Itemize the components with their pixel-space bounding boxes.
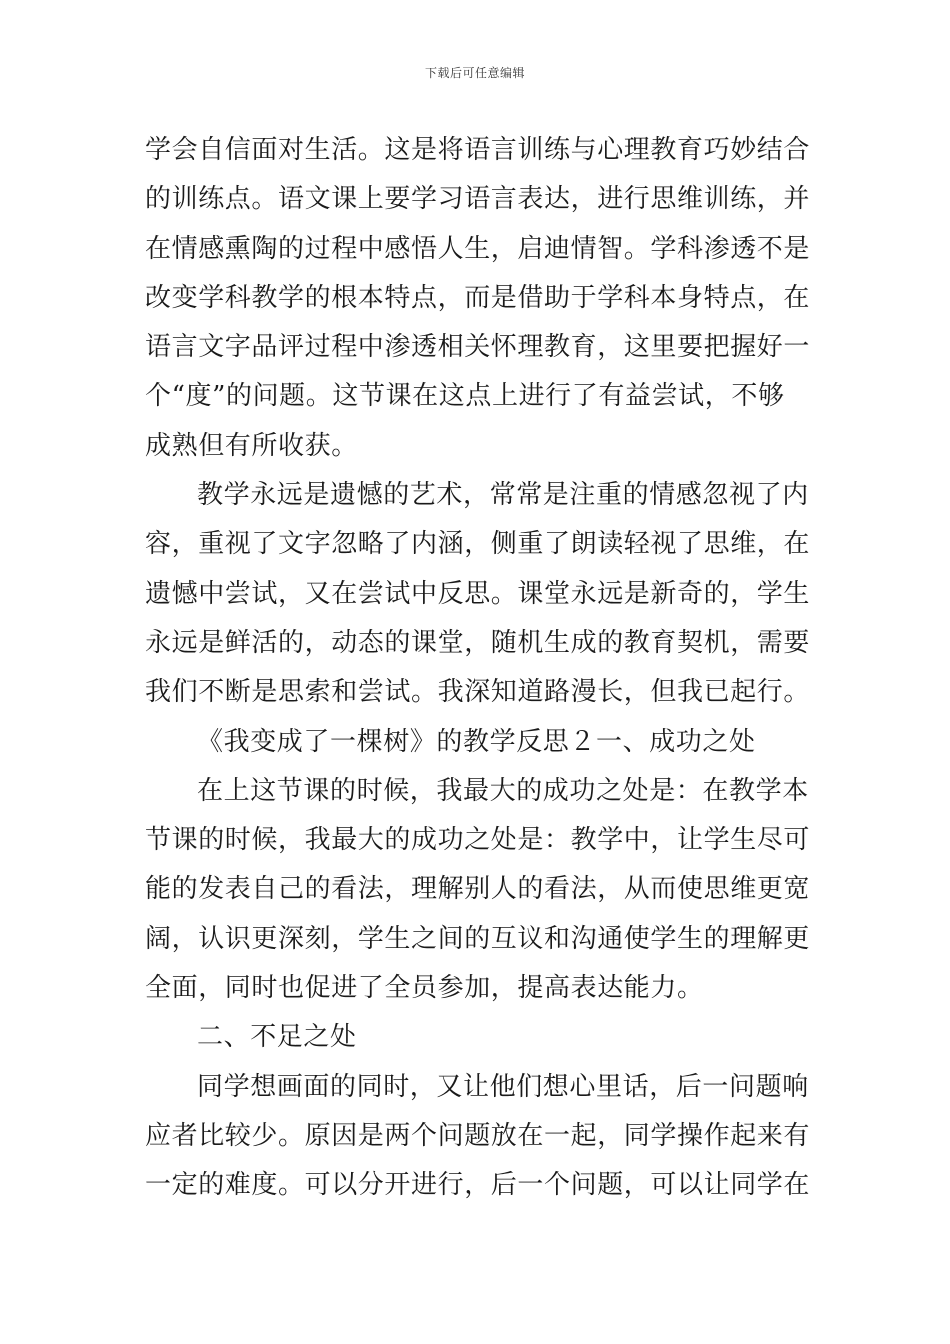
text-line: 教学永远是遗憾的艺术，常常是注重的情感忽视了内 <box>197 480 809 511</box>
text-line: 二、不足之处 <box>197 1022 357 1053</box>
text-line: 《我变成了一棵树》的教学反思２一、成功之处 <box>197 726 756 757</box>
text-line: 我们不断是思索和尝试。我深知道路漫长，但我已起行。 <box>145 677 811 708</box>
text-line: 节课的时候，我最大的成功之处是：教学中，让学生尽可 <box>145 825 811 856</box>
text-line: 学会自信面对生活。这是将语言训练与心理教育巧妙结合 <box>145 135 811 165</box>
document-body <box>145 126 809 1211</box>
text-line: 遗憾中尝试，又在尝试中反思。课堂永远是新奇的，学生 <box>145 578 811 609</box>
text-line: 全面，同时也促进了全员参加，提高表达能力。 <box>145 973 704 1004</box>
text-line: 个“度”的问题。这节课在这点上进行了有益尝试，不够 <box>145 381 785 412</box>
text-line: 同学想画面的同时，又让他们想心里话，后一问题响 <box>197 1071 809 1102</box>
text-line: 语言文字品评过程中渗透相关怀理教育，这里要把握好一 <box>145 332 811 363</box>
text-line: 的训练点。语文课上要学习语言表达，进行思维训练，并 <box>145 184 811 215</box>
text-line: 能的发表自己的看法，理解别人的看法，从而使思维更宽 <box>145 874 811 905</box>
text-line: 改变学科教学的根本特点，而是借助于学科本身特点，在 <box>145 282 811 313</box>
text-line: 阔，认识更深刻，学生之间的互议和沟通使学生的理解更 <box>145 923 811 954</box>
page-header: 下载后可任意编辑 <box>424 66 525 80</box>
text-line: 在上这节课的时候，我最大的成功之处是：在教学本 <box>197 775 809 806</box>
text-line: 容，重视了文字忽略了内涵，侧重了朗读轻视了思维，在 <box>145 529 811 560</box>
text-line: 一定的难度。可以分开进行，后一个问题，可以让同学在 <box>145 1170 811 1201</box>
text-line: 在情感熏陶的过程中感悟人生，启迪情智。学科渗透不是 <box>145 233 811 264</box>
text-line: 应者比较少。原因是两个问题放在一起，同学操作起来有 <box>145 1120 811 1151</box>
text-line: 成熟但有所收获。 <box>145 430 358 461</box>
text-line: 永远是鲜活的，动态的课堂，随机生成的教育契机，需要 <box>145 627 811 658</box>
